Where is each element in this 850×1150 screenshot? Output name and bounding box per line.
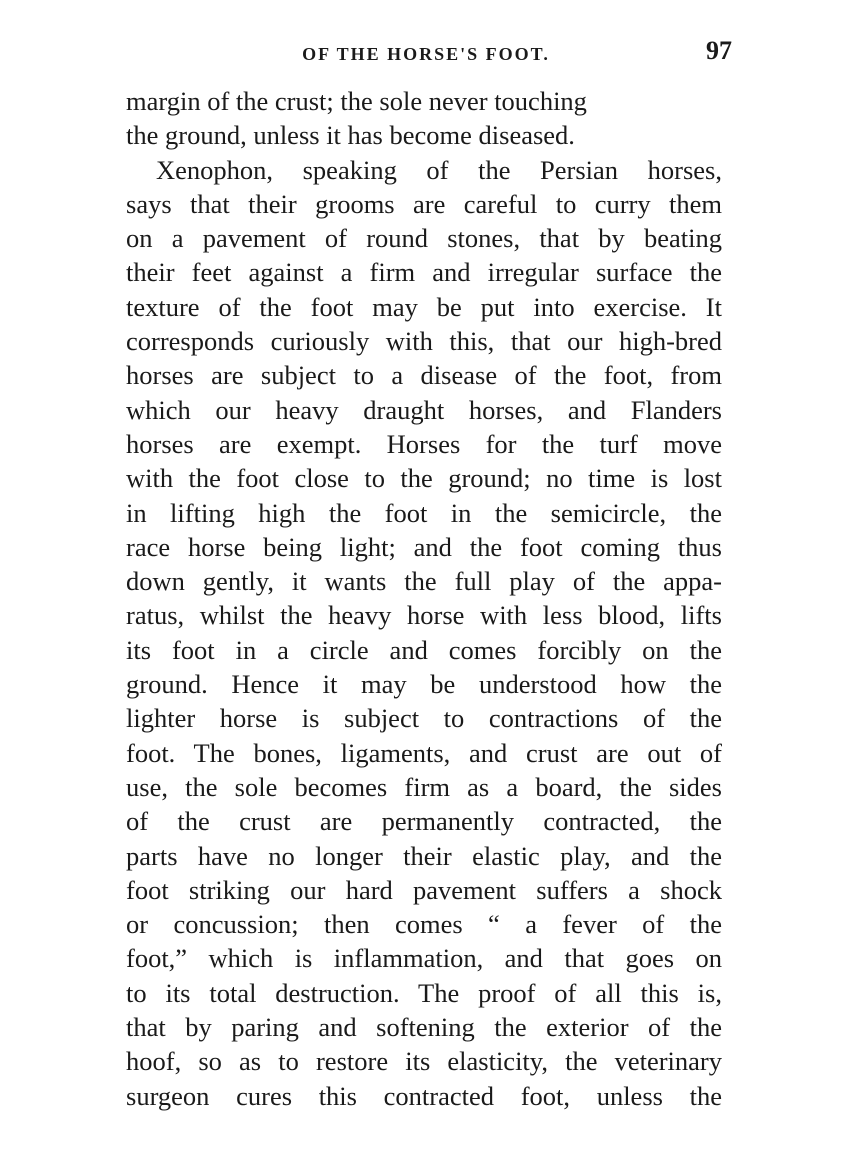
text-line: lighter horse is subject to contractions of the bbox=[126, 703, 722, 734]
text-line: its foot in a circle and comes forcibly on the bbox=[126, 634, 722, 665]
text-line: use, the sole becomes firm as a board, the sides bbox=[126, 771, 722, 802]
text-line: horses are exempt. Horses for the turf move bbox=[126, 428, 722, 459]
text-line: margin of the crust; the sole never touching bbox=[126, 86, 587, 116]
text-line: ground. Hence it may be understood how the bbox=[126, 669, 722, 700]
text-line: parts have no longer their elastic play, and the bbox=[126, 840, 722, 871]
paragraph-first-line: Xenophon, speaking of the Persian horses, bbox=[156, 154, 722, 185]
running-head bbox=[120, 36, 732, 68]
text-line: or concussion; then comes “ a fever of the bbox=[126, 909, 722, 940]
body-text bbox=[126, 84, 722, 1113]
text-line: race horse being light; and the foot coming thus bbox=[126, 531, 722, 562]
text-line: ratus, whilst the heavy horse with less blood, lifts bbox=[126, 600, 722, 631]
text-line: surgeon cures this contracted foot, unless the bbox=[126, 1080, 722, 1111]
text-line: hoof, so as to restore its elasticity, the veterinary bbox=[126, 1046, 722, 1077]
text-line: in lifting high the foot in the semicircle, the bbox=[126, 497, 722, 528]
text-line: horses are subject to a disease of the foot, from bbox=[126, 360, 722, 391]
text-line: foot striking our hard pavement suffers a shock bbox=[126, 874, 722, 905]
text-line: texture of the foot may be put into exercise. It bbox=[126, 291, 722, 322]
running-title: OF THE HORSE'S FOOT. bbox=[302, 44, 550, 64]
text-line: their feet against a firm and irregular surface the bbox=[126, 257, 722, 288]
text-line: which our heavy draught horses, and Flanders bbox=[126, 394, 722, 425]
text-line: foot,” which is inflammation, and that goes on bbox=[126, 943, 722, 974]
text-line: corresponds curiously with this, that our high-bred bbox=[126, 326, 722, 357]
page-number: 97 bbox=[706, 36, 732, 65]
text-line: on a pavement of round stones, that by beating bbox=[126, 223, 722, 254]
text-line: to its total destruction. The proof of all this is, bbox=[126, 977, 722, 1008]
text-line: foot. The bones, ligaments, and crust are out of bbox=[126, 737, 722, 768]
text-line: that by paring and softening the exterior of the bbox=[126, 1012, 722, 1043]
text-line: says that their grooms are careful to curry them bbox=[126, 188, 722, 219]
text-line: with the foot close to the ground; no time is lost bbox=[126, 463, 722, 494]
text-line: down gently, it wants the full play of the appa- bbox=[126, 566, 722, 597]
text-line: of the crust are permanently contracted, the bbox=[126, 806, 722, 837]
text-line: the ground, unless it has become diseased. bbox=[126, 120, 575, 151]
